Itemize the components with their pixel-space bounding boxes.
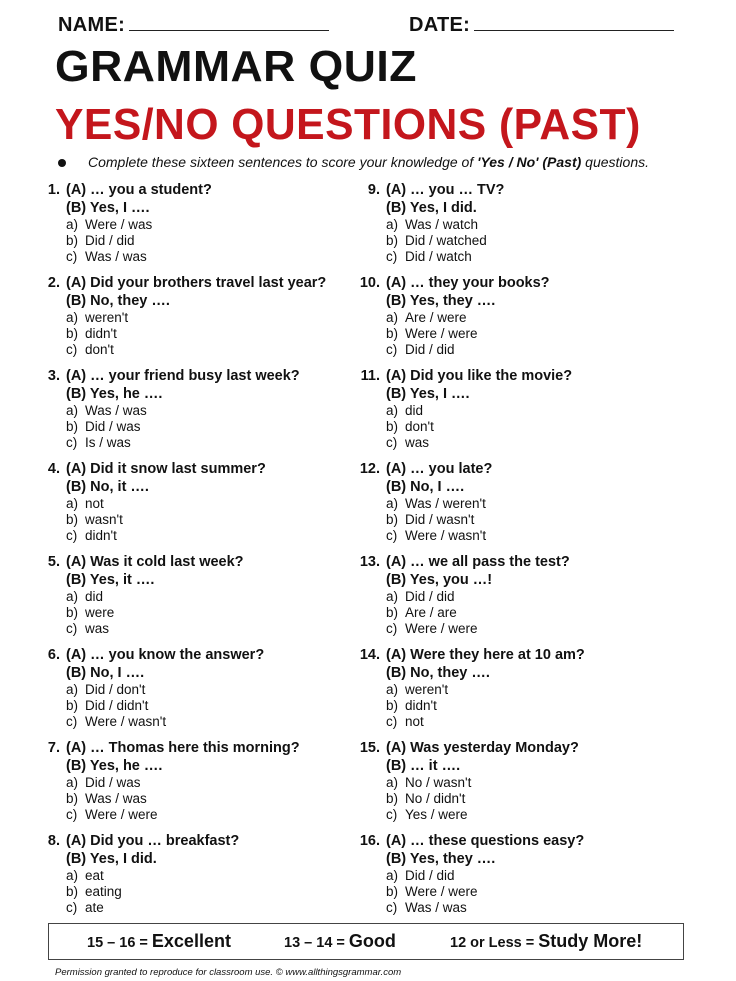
option-letter: a): [66, 682, 79, 697]
option-letter: b): [386, 233, 399, 248]
option-letter: c): [386, 900, 398, 915]
option-text: Did / don't: [85, 682, 146, 697]
footer-permission: Permission granted to reproduce for classroom use. © www.allthingsgrammar.com: [55, 967, 402, 978]
name-blank-line[interactable]: [129, 12, 329, 31]
question-number: 8.: [47, 833, 60, 849]
question-prompt: (A) Did you … breakfast?: [66, 833, 240, 849]
option-letter: a): [386, 217, 399, 232]
instruction-emphasis: 'Yes / No' (Past): [477, 154, 582, 170]
score-good: [284, 931, 396, 952]
question-number: 14.: [359, 647, 380, 663]
question-item: [356, 833, 666, 916]
score-word: Excellent: [151, 931, 231, 951]
option-letter: a): [386, 682, 399, 697]
answer-option[interactable]: [386, 791, 666, 807]
option-letter: b): [386, 698, 399, 713]
option-text: Were / were: [85, 807, 158, 822]
option-text: Were / wasn't: [85, 714, 167, 729]
option-text: weren't: [85, 310, 129, 325]
answer-option[interactable]: [386, 682, 666, 698]
answer-option[interactable]: [66, 342, 346, 358]
score-key: [48, 923, 684, 960]
option-text: Did / watch: [405, 249, 472, 264]
option-letter: c): [386, 435, 398, 450]
option-text: did: [85, 589, 104, 604]
score-word: Good: [348, 931, 396, 951]
option-text: don't: [405, 419, 434, 434]
date-blank-line[interactable]: [474, 12, 674, 31]
question-item: [356, 182, 666, 265]
option-text: Was / was: [85, 249, 147, 264]
option-letter: c): [66, 621, 78, 636]
option-letter: a): [386, 310, 399, 325]
option-text: weren't: [405, 682, 449, 697]
question-item: [356, 554, 666, 637]
option-letter: c): [386, 342, 398, 357]
option-letter: a): [386, 775, 399, 790]
question-item: [36, 275, 346, 358]
answer-option[interactable]: [386, 775, 666, 791]
question-number: 1.: [47, 182, 60, 198]
question-response: (B) No, they ….: [386, 664, 490, 681]
score-range: 15 – 16 =: [87, 935, 148, 951]
option-text: were: [85, 605, 115, 620]
option-text: Was / was: [85, 403, 147, 418]
option-letter: b): [386, 791, 399, 806]
option-text: didn't: [85, 528, 117, 543]
question-response: (B) Yes, I did.: [386, 199, 477, 216]
option-text: eating: [85, 884, 122, 899]
option-text: Was / weren't: [405, 496, 486, 511]
answer-option[interactable]: [386, 698, 666, 714]
answer-option[interactable]: [66, 621, 346, 637]
answer-option[interactable]: [66, 589, 346, 605]
answer-option[interactable]: [66, 900, 346, 916]
question-item: [36, 461, 346, 544]
option-text: don't: [85, 342, 114, 357]
option-letter: c): [66, 342, 78, 357]
option-text: wasn't: [85, 512, 123, 527]
question-prompt: (A) … these questions easy?: [386, 833, 585, 849]
answer-option[interactable]: [386, 217, 666, 233]
question-number: 4.: [47, 461, 60, 477]
answer-option[interactable]: [66, 233, 346, 249]
option-letter: a): [66, 217, 79, 232]
option-text: didn't: [405, 698, 437, 713]
instruction-line: [58, 154, 649, 170]
answer-option[interactable]: [386, 807, 666, 823]
option-text: Are / are: [405, 605, 457, 620]
question-response: (B) Yes, he ….: [66, 757, 163, 774]
option-letter: c): [386, 807, 398, 822]
date-field[interactable]: [409, 12, 674, 37]
answer-option[interactable]: [386, 419, 666, 435]
answer-option[interactable]: [66, 682, 346, 698]
answer-option[interactable]: [386, 435, 666, 451]
option-letter: c): [386, 621, 398, 636]
question-item: [36, 740, 346, 823]
question-item: [356, 461, 666, 544]
question-prompt: (A) … Thomas here this morning?: [66, 740, 300, 756]
bullet-icon: [58, 159, 66, 167]
score-range: 13 – 14 =: [284, 935, 345, 951]
question-prompt: (A) Did your brothers travel last year?: [66, 275, 327, 291]
question-response: (B) Yes, he ….: [66, 385, 163, 402]
question-prompt: (A) Did it snow last summer?: [66, 461, 266, 477]
question-number: 10.: [359, 275, 380, 291]
option-text: Did / didn't: [85, 698, 149, 713]
question-number: 16.: [359, 833, 380, 849]
option-letter: a): [66, 868, 79, 883]
answer-option[interactable]: [66, 698, 346, 714]
answer-option[interactable]: [386, 714, 666, 730]
question-response: (B) Yes, they ….: [386, 850, 496, 867]
option-letter: a): [386, 589, 399, 604]
answer-option[interactable]: [66, 496, 346, 512]
answer-option[interactable]: [386, 528, 666, 544]
option-letter: a): [66, 310, 79, 325]
answer-option[interactable]: [386, 233, 666, 249]
answer-option[interactable]: [386, 403, 666, 419]
score-excellent: [87, 931, 231, 952]
option-letter: b): [66, 233, 79, 248]
answer-option[interactable]: [66, 807, 346, 823]
answer-option[interactable]: [66, 419, 346, 435]
question-response: (B) Yes, I ….: [386, 385, 470, 402]
option-letter: c): [66, 528, 78, 543]
answer-option[interactable]: [386, 496, 666, 512]
question-prompt: (A) … they your books?: [386, 275, 550, 291]
name-field[interactable]: [58, 12, 329, 37]
answer-option[interactable]: [386, 621, 666, 637]
question-item: [36, 368, 346, 451]
answer-option[interactable]: [66, 775, 346, 791]
answer-option[interactable]: [66, 791, 346, 807]
option-text: Did / was: [85, 419, 141, 434]
option-letter: c): [66, 714, 78, 729]
question-prompt: (A) Was it cold last week?: [66, 554, 244, 570]
option-letter: b): [66, 326, 79, 341]
question-response: (B) Yes, it ….: [66, 571, 155, 588]
question-item: [36, 833, 346, 916]
option-text: Were / were: [405, 884, 478, 899]
question-response: (B) Yes, you …!: [386, 571, 493, 588]
option-letter: a): [66, 589, 79, 604]
option-letter: b): [66, 884, 79, 899]
question-item: [36, 554, 346, 637]
option-text: Did / did: [405, 868, 455, 883]
answer-option[interactable]: [386, 342, 666, 358]
option-letter: a): [66, 403, 79, 418]
option-text: not: [405, 714, 424, 729]
answer-option[interactable]: [386, 884, 666, 900]
option-letter: b): [66, 512, 79, 527]
question-item: [356, 368, 666, 451]
option-text: ate: [85, 900, 104, 915]
question-number: 15.: [359, 740, 380, 756]
question-number: 6.: [47, 647, 60, 663]
answer-option[interactable]: [386, 868, 666, 884]
question-number: 13.: [359, 554, 380, 570]
question-number: 7.: [47, 740, 60, 756]
question-prompt: (A) … you know the answer?: [66, 647, 265, 663]
answer-option[interactable]: [66, 714, 346, 730]
option-text: Was / was: [405, 900, 467, 915]
answer-option[interactable]: [386, 326, 666, 342]
date-label: DATE:: [409, 14, 471, 36]
question-prompt: (A) Did you like the movie?: [386, 368, 573, 384]
option-letter: a): [66, 775, 79, 790]
score-word: Study More!: [538, 931, 643, 951]
option-text: Is / was: [85, 435, 131, 450]
option-letter: b): [66, 791, 79, 806]
option-text: was: [405, 435, 430, 450]
option-letter: c): [386, 714, 398, 729]
option-letter: b): [386, 419, 399, 434]
question-prompt: (A) … you late?: [386, 461, 493, 477]
option-letter: b): [386, 512, 399, 527]
option-letter: a): [386, 868, 399, 883]
answer-option[interactable]: [66, 217, 346, 233]
option-text: Yes / were: [405, 807, 468, 822]
score-study-more: [450, 931, 642, 952]
option-text: Did / did: [85, 233, 135, 248]
option-text: was: [85, 621, 110, 636]
answer-option[interactable]: [386, 900, 666, 916]
option-text: Were / wasn't: [405, 528, 487, 543]
option-text: not: [85, 496, 104, 511]
page-subtitle: YES/NO QUESTIONS (PAST): [55, 100, 641, 149]
question-prompt: (A) … you a student?: [66, 182, 212, 198]
answer-option[interactable]: [66, 868, 346, 884]
answer-option[interactable]: [66, 326, 346, 342]
question-response: (B) Yes, they ….: [386, 292, 496, 309]
option-text: Did / wasn't: [405, 512, 475, 527]
option-letter: b): [386, 884, 399, 899]
option-text: eat: [85, 868, 104, 883]
option-text: No / wasn't: [405, 775, 472, 790]
page-title: GRAMMAR QUIZ: [55, 42, 417, 91]
name-label: NAME:: [58, 14, 126, 36]
option-letter: b): [386, 605, 399, 620]
question-item: [356, 647, 666, 730]
option-letter: b): [66, 698, 79, 713]
answer-option[interactable]: [66, 249, 346, 265]
question-prompt: (A) … your friend busy last week?: [66, 368, 300, 384]
instruction-suffix: questions.: [581, 154, 649, 170]
answer-option[interactable]: [66, 605, 346, 621]
option-text: Did / did: [405, 589, 455, 604]
question-item: [36, 647, 346, 730]
option-letter: c): [66, 435, 78, 450]
answer-option[interactable]: [386, 512, 666, 528]
answer-option[interactable]: [66, 884, 346, 900]
answer-option[interactable]: [386, 310, 666, 326]
option-text: Did / did: [405, 342, 455, 357]
question-number: 5.: [47, 554, 60, 570]
option-letter: c): [386, 249, 398, 264]
question-item: [356, 740, 666, 823]
question-response: (B) No, it ….: [66, 478, 149, 495]
option-text: did: [405, 403, 424, 418]
answer-option[interactable]: [386, 249, 666, 265]
option-text: Were / was: [85, 217, 153, 232]
option-letter: a): [386, 403, 399, 418]
option-letter: c): [386, 528, 398, 543]
option-letter: a): [66, 496, 79, 511]
question-response: (B) No, I ….: [66, 664, 145, 681]
option-text: Did / watched: [405, 233, 487, 248]
question-item: [356, 275, 666, 358]
instruction-prefix: Complete these sixteen sentences to score your knowledge of: [88, 154, 478, 170]
question-response: (B) No, I ….: [386, 478, 465, 495]
question-response: (B) Yes, I ….: [66, 199, 150, 216]
question-prompt: (A) … we all pass the test?: [386, 554, 570, 570]
question-item: [36, 182, 346, 265]
answer-option[interactable]: [66, 310, 346, 326]
question-prompt: (A) … you … TV?: [386, 182, 505, 198]
answer-option[interactable]: [66, 528, 346, 544]
option-letter: c): [66, 807, 78, 822]
answer-option[interactable]: [66, 512, 346, 528]
question-number: 9.: [367, 182, 380, 198]
answer-option[interactable]: [386, 589, 666, 605]
question-number: 11.: [360, 368, 380, 384]
question-response: (B) No, they ….: [66, 292, 170, 309]
answer-option[interactable]: [66, 403, 346, 419]
option-letter: b): [386, 326, 399, 341]
option-text: Are / were: [405, 310, 467, 325]
option-text: Did / was: [85, 775, 141, 790]
option-text: Was / watch: [405, 217, 479, 232]
option-letter: c): [66, 249, 78, 264]
score-range: 12 or Less =: [450, 935, 535, 951]
option-text: Were / were: [405, 621, 478, 636]
question-prompt: (A) Was yesterday Monday?: [386, 740, 579, 756]
option-letter: c): [66, 900, 78, 915]
option-letter: b): [66, 605, 79, 620]
answer-option[interactable]: [386, 605, 666, 621]
question-number: 3.: [47, 368, 60, 384]
option-letter: b): [66, 419, 79, 434]
option-letter: a): [386, 496, 399, 511]
option-text: Was / was: [85, 791, 147, 806]
answer-option[interactable]: [66, 435, 346, 451]
option-text: No / didn't: [405, 791, 466, 806]
question-response: (B) Yes, I did.: [66, 850, 157, 867]
question-response: (B) … it ….: [386, 757, 461, 774]
question-number: 12.: [359, 461, 380, 477]
option-text: Were / were: [405, 326, 478, 341]
option-text: didn't: [85, 326, 117, 341]
question-prompt: (A) Were they here at 10 am?: [386, 647, 585, 663]
question-number: 2.: [47, 275, 60, 291]
